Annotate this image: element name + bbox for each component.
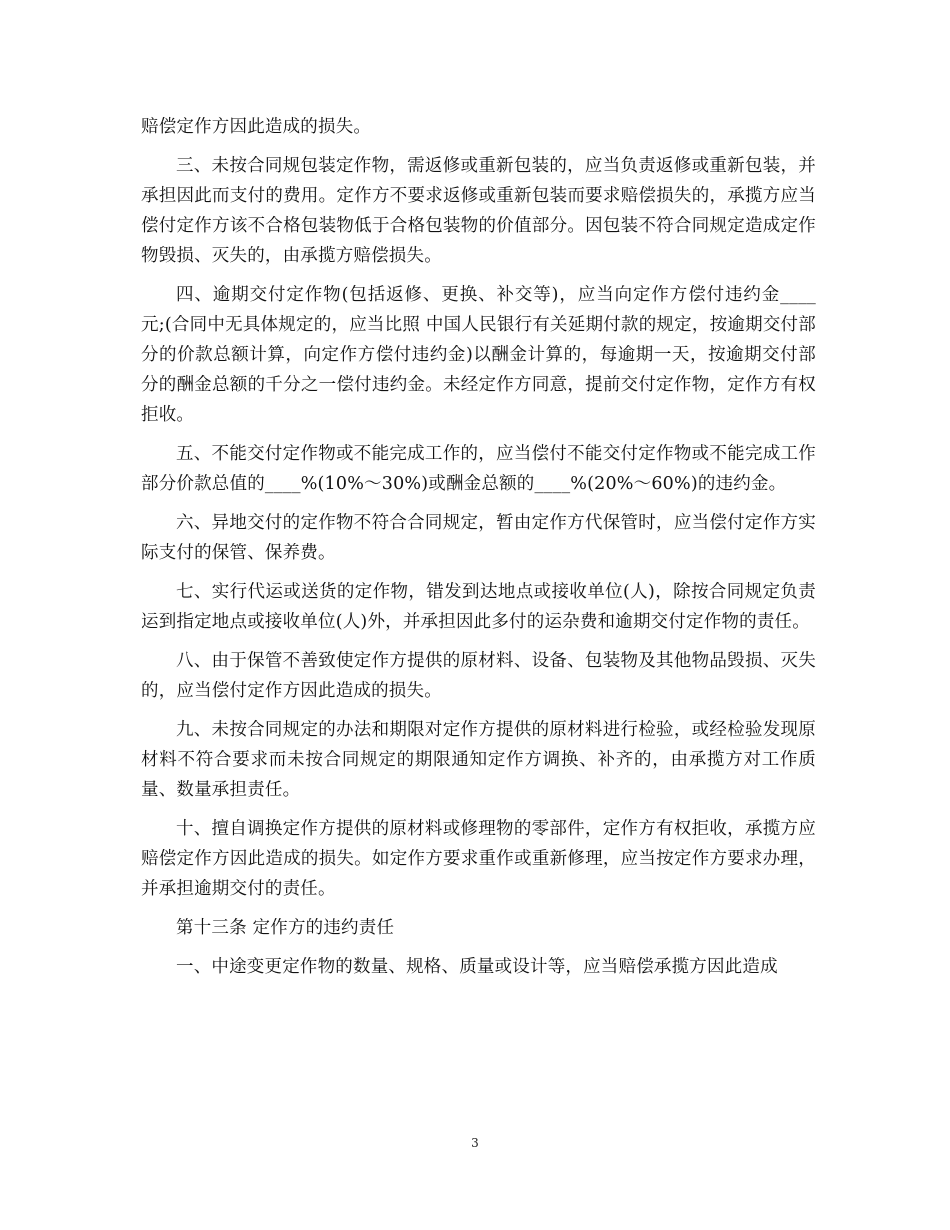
paragraph-clause-4: 四、逾期交付定作物(包括返修、更换、补交等)，应当向定作方偿付违约金____ 元;(合同中无具体规定的，应当比照 中国人民银行有关延期付款的规定，按逾期交付部分的价款总额计算，向定作方偿付违约金)以酬金计算的，每逾期一天，按逾期交付部分的酬金总额的千分之一偿付违约金。未经定作方同意，提前交付定作物，定作方有权拒收。 — [141, 285, 816, 425]
section-heading-article-13: 第十三条 定作方的违约责任 — [176, 918, 395, 938]
paragraph-continuation: 赔偿定作方因此造成的损失。 — [141, 117, 372, 137]
paragraph-clause-3: 三、未按合同规包装定作物，需返修或重新包装的，应当负责返修或重新包装，并承担因此而支付的费用。定作方不要求返修或重新包装而要求赔偿损失的，承揽方应当偿付定作方该不合格包装物低于合格包装物的价值部分。因包装不符合同规定造成定作物毁损、灭失的，由承揽方赔偿损失。 — [141, 156, 816, 266]
paragraph-clause-6: 六、异地交付的定作物不符合合同规定，暂由定作方代保管时，应当偿付定作方实际支付的保管、保养费。 — [141, 513, 816, 563]
paragraph-clause-10: 十、擅自调换定作方提供的原材料或修理物的零部件，定作方有权拒收，承揽方应赔偿定作方因此造成的损失。如定作方要求重作或重新修理，应当按定作方要求办理，并承担逾期交付的责任。 — [141, 819, 816, 899]
paragraph-clause-9: 九、未按合同规定的办法和期限对定作方提供的原材料进行检验，或经检验发现原材料不符合要求而未按合同规定的期限通知定作方调换、补齐的，由承揽方对工作质量、数量承担责任。 — [141, 720, 816, 800]
paragraph-article-13-clause-1: 一、中途变更定作物的数量、规格、质量或设计等，应当赔偿承揽方因此造成 — [176, 957, 778, 977]
paragraph-clause-7: 七、实行代运或送货的定作物，错发到达地点或接收单位(人)，除按合同规定负责运到指定地点或接收单位(人)外，并承担因此多付的运杂费和逾期交付定作物的责任。 — [141, 582, 816, 632]
paragraph-clause-8: 八、由于保管不善致使定作方提供的原材料、设备、包装物及其他物品毁损、灭失的，应当偿付定作方因此造成的损失。 — [141, 651, 816, 701]
paragraph-clause-5: 五、不能交付定作物或不能完成工作的，应当偿付不能交付定作物或不能完成工作部分价款总值的____%(10%～30%)或酬金总额的____%(20%～60%)的违约金。 — [141, 444, 816, 494]
body-text — [141, 112, 816, 991]
page-number: 3 — [471, 1136, 479, 1150]
